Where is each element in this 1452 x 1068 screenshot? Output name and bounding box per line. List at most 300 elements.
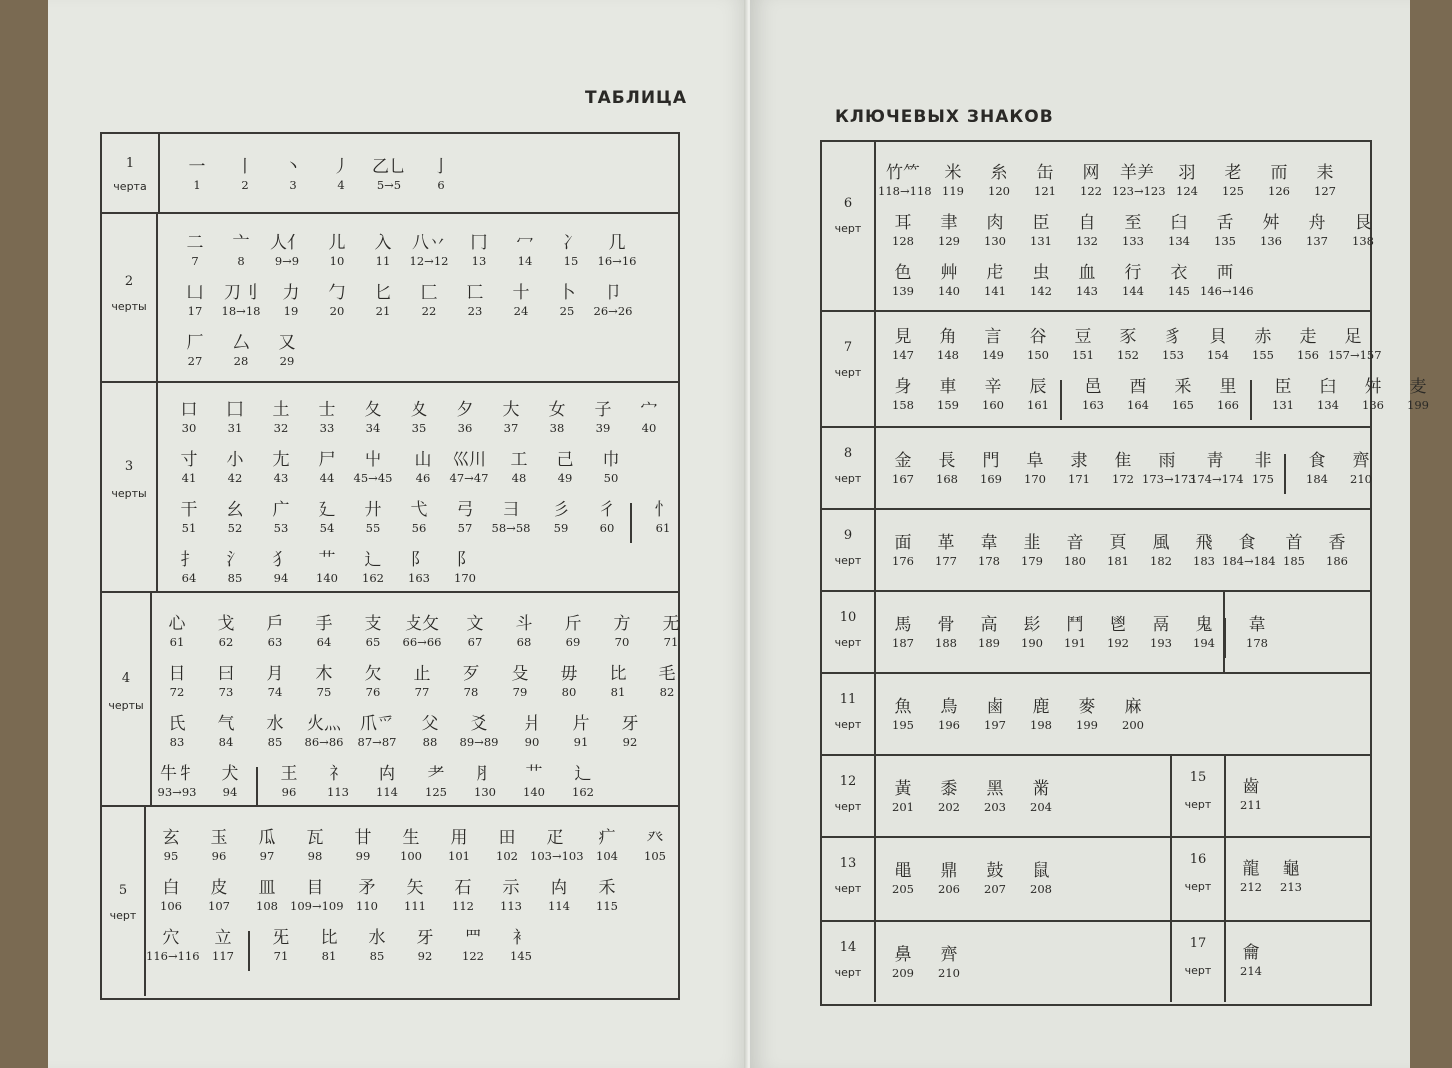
radical-cell (536, 499, 586, 535)
radical-glyph: 片 (572, 714, 590, 734)
radical-glyph: 隶 (1070, 451, 1088, 471)
radical-glyph: 入 (374, 233, 392, 253)
radical-glyph: 干 (180, 500, 198, 520)
radical-glyph: 羽 (1178, 163, 1196, 183)
radical-number: 78 (463, 685, 479, 699)
radical-number: 147 (892, 348, 914, 362)
radical-number: 105 (644, 849, 666, 863)
radical-cell (152, 613, 202, 649)
radical-cell (1062, 696, 1112, 732)
radical-number: 4 (337, 178, 345, 192)
radical-glyph: 里 (1219, 377, 1237, 397)
radical-number: 129 (938, 234, 960, 248)
radical-cell (250, 613, 300, 649)
section-7 (822, 312, 1429, 428)
radical-glyph: 王 (280, 764, 298, 784)
radical-glyph: 甘 (354, 828, 372, 848)
radical-glyph: 阝 (410, 550, 428, 570)
radical-cell (1154, 262, 1204, 298)
radical-glyph: 忄 (654, 500, 672, 520)
radical-cell (588, 282, 638, 318)
radical-cell (302, 399, 352, 435)
radical-glyph: 殳 (511, 664, 529, 684)
radical-number: 99 (355, 849, 371, 863)
radical-number: 96 (211, 849, 227, 863)
radical-cell (290, 827, 340, 863)
radical-number: 149 (982, 348, 1004, 362)
radical-number: 95 (163, 849, 179, 863)
stroke-label: черт (834, 366, 862, 379)
radical-number: 58→58 (491, 521, 531, 535)
section-5 (102, 807, 678, 996)
radical-row (878, 326, 1382, 372)
radical-number: 26→26 (593, 304, 633, 318)
radical-cell (316, 156, 366, 192)
radical-glyph: 厂 (186, 333, 204, 353)
radical-number: 190 (1021, 636, 1043, 650)
radical-number: 178 (1246, 636, 1268, 650)
radical-cell (970, 860, 1020, 896)
radical-cell (878, 376, 928, 412)
radical-number: 131 (1272, 398, 1294, 412)
radical-glyph: 力 (282, 283, 300, 303)
radical-glyph: 扌 (180, 550, 198, 570)
radical-number: 88 (422, 735, 438, 749)
radical-cell (170, 232, 220, 268)
radical-glyph: 見 (894, 327, 912, 347)
radical-number: 69 (565, 635, 581, 649)
radical-cell (362, 763, 412, 799)
radical-cell (509, 763, 559, 799)
radical-cell (394, 549, 444, 585)
radical-glyph: 夕 (456, 400, 474, 420)
radical-glyph: 弓 (456, 500, 474, 520)
radical-glyph: 黹 (1032, 779, 1050, 799)
radical-glyph: 曰 (217, 664, 235, 684)
radical-glyph: 卩 (604, 283, 622, 303)
radical-number: 66→66 (402, 635, 442, 649)
radical-cell (146, 927, 200, 963)
radical-glyph: 走 (1299, 327, 1317, 347)
radical-number: 122 (462, 949, 484, 963)
stroke-count: 6 (843, 196, 853, 211)
radical-number: 51 (181, 521, 197, 535)
radical-number: 45→45 (353, 471, 393, 485)
radical-cell (1154, 212, 1204, 248)
radical-cell (299, 663, 349, 699)
radical-number: 56 (411, 521, 427, 535)
radical-glyph: 艸 (940, 263, 958, 283)
radical-glyph: 小 (226, 450, 244, 470)
radical-cell (1113, 376, 1163, 412)
radical-cell (164, 449, 214, 485)
radical-cell (1238, 450, 1288, 486)
radical-cell (1193, 326, 1243, 362)
radical-number: 12→12 (409, 254, 449, 268)
radical-number: 75 (316, 685, 332, 699)
radical-number: 194 (1193, 636, 1215, 650)
extra-stroke-box (1170, 922, 1370, 1002)
radical-cell (405, 713, 455, 749)
radical-cell (440, 499, 490, 535)
radical-cell (597, 613, 647, 649)
radical-glyph: 隹 (1114, 451, 1132, 471)
radical-number: 53 (273, 521, 289, 535)
radical-number: 160 (982, 398, 1004, 412)
radical-glyph: 血 (1078, 263, 1096, 283)
radical-glyph: 酉 (1129, 377, 1147, 397)
radical-cell (582, 877, 632, 913)
radical-glyph: 攴攵 (405, 614, 439, 634)
radical-row (146, 927, 678, 973)
radical-cell (642, 663, 692, 699)
radical-glyph: 黑 (986, 779, 1004, 799)
radical-number: 46 (415, 471, 431, 485)
radical-glyph: 肉 (986, 213, 1004, 233)
radical-number: 166 (1217, 398, 1239, 412)
radical-number: 54 (319, 521, 335, 535)
radical-cell (878, 262, 928, 298)
radical-glyph: 支 (364, 614, 382, 634)
stroke-label: черты (111, 300, 147, 313)
radical-number: 65 (365, 635, 381, 649)
radical-glyph: 舛 (1262, 213, 1280, 233)
stroke-label: черт (834, 472, 862, 485)
radical-cell (1016, 262, 1066, 298)
radical-cell (482, 827, 532, 863)
radical-glyph: 龠 (1242, 943, 1260, 963)
radical-cell (448, 927, 498, 963)
stroke-count: 8 (843, 446, 853, 461)
radical-number: 137 (1306, 234, 1328, 248)
radical-glyph: 斤 (564, 614, 582, 634)
radical-glyph: 己 (556, 450, 574, 470)
radical-glyph: 旡 (272, 928, 290, 948)
radical-number: 191 (1064, 636, 1086, 650)
radical-glyph: 身 (894, 377, 912, 397)
radical-number: 50 (603, 471, 619, 485)
radical-number: 5→5 (376, 178, 402, 192)
radical-cell (923, 376, 973, 412)
radical-cell (593, 663, 643, 699)
radical-cell (968, 376, 1018, 412)
radical-glyph: 鬥 (1066, 615, 1084, 635)
radical-number: 37 (503, 421, 519, 435)
radical-glyph: 日 (168, 664, 186, 684)
radical-cell (968, 326, 1018, 362)
radical-cell (548, 613, 598, 649)
radical-number: 34 (365, 421, 381, 435)
radical-cell (507, 713, 557, 749)
radical-glyph: 月 (266, 664, 284, 684)
radical-glyph: 戶 (266, 614, 284, 634)
stroke-label: черт (109, 909, 137, 922)
radical-glyph: 儿 (328, 233, 346, 253)
radical-cell (1292, 450, 1342, 486)
radical-glyph: 鼻 (894, 945, 912, 965)
radical-glyph: 巾 (602, 450, 620, 470)
radical-number: 55 (365, 521, 381, 535)
radicals-table-left (100, 132, 680, 1000)
radical-number: 42 (227, 471, 243, 485)
radical-cell (496, 927, 546, 963)
radical-number: 141 (984, 284, 1006, 298)
radical-cell (170, 282, 220, 318)
radical-cell (256, 927, 306, 963)
radical-glyph: 牙 (621, 714, 639, 734)
radical-cell (1266, 858, 1316, 894)
radical-number: 1 (193, 178, 201, 192)
radical-cell (268, 156, 318, 192)
radical-glyph: 鼓 (986, 861, 1004, 881)
radical-cell (250, 663, 300, 699)
radical-number: 97 (259, 849, 275, 863)
radical-number: 178 (978, 554, 1000, 568)
radical-number: 156 (1297, 348, 1319, 362)
radical-glyph: 屮 (364, 450, 382, 470)
radical-number: 72 (169, 685, 185, 699)
stroke-count: 17 (1189, 936, 1207, 951)
radical-number: 136 (1362, 398, 1384, 412)
radical-glyph: 亠 (232, 233, 250, 253)
radical-number: 209 (892, 966, 914, 980)
radical-number: 29 (279, 354, 295, 368)
radical-cell (1328, 326, 1382, 362)
radical-number: 114 (548, 899, 570, 913)
radical-glyph: 丨 (236, 157, 254, 177)
radical-number: 113 (327, 785, 349, 799)
radical-cell (542, 282, 592, 318)
radical-glyph: 白 (162, 878, 180, 898)
radical-number: 181 (1107, 554, 1129, 568)
group-divider (256, 767, 258, 807)
radical-cell (290, 877, 344, 913)
radical-number: 6 (437, 178, 445, 192)
radical-number: 157→157 (1328, 348, 1382, 362)
radical-cell (454, 232, 504, 268)
left-page-title: ТАБЛИЦА (585, 88, 687, 108)
radical-glyph: 鼎 (940, 861, 958, 881)
radical-number: 20 (329, 304, 345, 318)
radical-glyph: 音 (1066, 533, 1084, 553)
radical-glyph: 口 (180, 400, 198, 420)
radical-cell (1108, 262, 1158, 298)
section-8 (822, 428, 1370, 510)
radical-glyph: 羊⺶ (1120, 163, 1154, 183)
radical-glyph: 士 (318, 400, 336, 420)
radical-number: 70 (614, 635, 630, 649)
radical-number: 31 (227, 421, 243, 435)
radical-glyph: 示 (502, 878, 520, 898)
radical-number: 193 (1150, 636, 1172, 650)
radical-glyph: 耒 (1316, 163, 1334, 183)
radical-glyph: 阝 (456, 550, 474, 570)
radical-glyph: 髟 (1023, 615, 1041, 635)
stroke-count: 7 (843, 340, 853, 355)
radical-cell (1142, 450, 1196, 486)
radical-row (146, 827, 678, 873)
radical-number: 71 (273, 949, 289, 963)
radical-number: 48 (511, 471, 527, 485)
radical-glyph: 艮 (1354, 213, 1372, 233)
radical-number: 202 (938, 800, 960, 814)
radical-cell (152, 663, 202, 699)
radical-glyph: 鳥 (940, 697, 958, 717)
radical-glyph: 麻 (1124, 697, 1142, 717)
radical-cell (348, 663, 398, 699)
radical-cell (878, 944, 928, 980)
radical-glyph: 齊 (940, 945, 958, 965)
radical-number: 43 (273, 471, 289, 485)
radical-row (1226, 776, 1370, 822)
radical-number: 64 (181, 571, 197, 585)
radical-number: 94 (222, 785, 238, 799)
radical-glyph: 釆 (1174, 377, 1192, 397)
radical-glyph: 鹿 (1032, 697, 1050, 717)
radical-number: 116→116 (146, 949, 200, 963)
radical-number: 24 (513, 304, 529, 318)
radical-cell (1020, 162, 1070, 198)
radical-cell (1226, 942, 1276, 978)
radical-number: 98 (307, 849, 323, 863)
radical-number: 104 (596, 849, 618, 863)
radical-cell (1338, 212, 1388, 248)
radical-glyph: 香 (1328, 533, 1346, 553)
radical-glyph: 凵 (186, 283, 204, 303)
section-4 (102, 593, 678, 807)
radical-glyph: 缶 (1036, 163, 1054, 183)
radical-cell (1226, 776, 1276, 812)
radical-glyph: 聿 (940, 213, 958, 233)
radical-number: 76 (365, 685, 381, 699)
radical-cell (1208, 162, 1258, 198)
group-divider (1223, 592, 1225, 672)
radical-cell (1179, 614, 1229, 650)
radical-number: 109→109 (290, 899, 344, 913)
radical-cell (152, 763, 202, 799)
radical-number: 200 (1122, 718, 1144, 732)
radical-glyph: 齊 (1352, 451, 1370, 471)
radical-glyph: 女 (548, 400, 566, 420)
radical-cell (544, 663, 594, 699)
radical-glyph: 矛 (358, 878, 376, 898)
radical-number: 140 (316, 571, 338, 585)
radical-glyph: 老 (1224, 163, 1242, 183)
radical-glyph: 又 (278, 333, 296, 353)
radical-glyph: 礻 (329, 764, 347, 784)
stroke-label: черт (834, 800, 862, 813)
radical-cell (486, 877, 536, 913)
radical-number: 188 (935, 636, 957, 650)
radical-cell (342, 877, 392, 913)
radical-glyph: 舟 (1308, 213, 1326, 233)
radical-number: 158 (892, 398, 914, 412)
radical-number: 183 (1193, 554, 1215, 568)
radical-number: 85 (227, 571, 243, 585)
radical-glyph: 面 (894, 533, 912, 553)
radical-cell (194, 827, 244, 863)
right-page-title: КЛЮЧЕВЫХ ЗНАКОВ (835, 107, 1054, 127)
radical-number: 16→16 (597, 254, 637, 268)
radical-number: 143 (1076, 284, 1098, 298)
radical-row (170, 282, 678, 328)
radical-cell (1013, 326, 1063, 362)
radical-glyph: 冫 (562, 233, 580, 253)
radical-cell (164, 399, 214, 435)
radical-cell (638, 499, 688, 535)
radical-cell (250, 713, 300, 749)
radical-glyph: 臣 (1274, 377, 1292, 397)
section-13 (822, 838, 1370, 922)
section-11 (822, 674, 1370, 756)
radical-cell (924, 212, 974, 248)
radical-glyph: 韭 (1023, 533, 1041, 553)
radical-row (164, 449, 678, 495)
radical-glyph: 靑 (1206, 451, 1224, 471)
radical-cell (398, 449, 448, 485)
radical-cell (358, 232, 408, 268)
radical-cell (1062, 212, 1112, 248)
radical-glyph: 冖 (516, 233, 534, 253)
radical-cell (434, 827, 484, 863)
radical-glyph: 麥 (1078, 697, 1096, 717)
radical-glyph: 車 (939, 377, 957, 397)
radical-number: 96 (281, 785, 297, 799)
radical-number: 139 (892, 284, 914, 298)
radical-number: 10 (329, 254, 345, 268)
radical-number: 33 (319, 421, 335, 435)
radical-glyph: 欠 (364, 664, 382, 684)
radical-glyph: 匸 (466, 283, 484, 303)
radical-glyph: 雨 (1158, 451, 1176, 471)
radical-number: 7 (191, 254, 199, 268)
stroke-label: черт (834, 882, 862, 895)
radical-cell (312, 232, 362, 268)
radical-cell (440, 549, 490, 585)
radical-cell (974, 162, 1024, 198)
radical-cell (400, 927, 450, 963)
radical-cell (646, 613, 696, 649)
radical-number: 113 (500, 899, 522, 913)
radical-number: 152 (1117, 348, 1139, 362)
radical-number: 110 (356, 899, 378, 913)
radical-cell (1232, 614, 1282, 650)
radical-number: 213 (1280, 880, 1302, 894)
radical-glyph: 寸 (180, 450, 198, 470)
radical-glyph: 玄 (162, 828, 180, 848)
stroke-count: 2 (124, 274, 134, 289)
stroke-count: 5 (118, 883, 128, 898)
radical-glyph: 貝 (1209, 327, 1227, 347)
radical-number: 154 (1207, 348, 1229, 362)
stroke-count: 12 (839, 774, 857, 789)
stroke-count: 4 (121, 671, 131, 686)
radical-row (146, 877, 678, 923)
radical-glyph: 鹵 (986, 697, 1004, 717)
section-6 (822, 142, 1374, 312)
radical-number: 81 (610, 685, 626, 699)
radical-glyph: 頁 (1109, 533, 1127, 553)
radical-number: 11 (375, 254, 391, 268)
radical-number: 77 (414, 685, 430, 699)
radical-number: 184 (1306, 472, 1328, 486)
radical-number: 214 (1240, 964, 1262, 978)
radical-number: 106 (160, 899, 182, 913)
radical-number: 80 (561, 685, 577, 699)
radical-number: 73 (218, 685, 234, 699)
radical-cell (438, 877, 488, 913)
radical-glyph: 人亻 (270, 233, 304, 253)
